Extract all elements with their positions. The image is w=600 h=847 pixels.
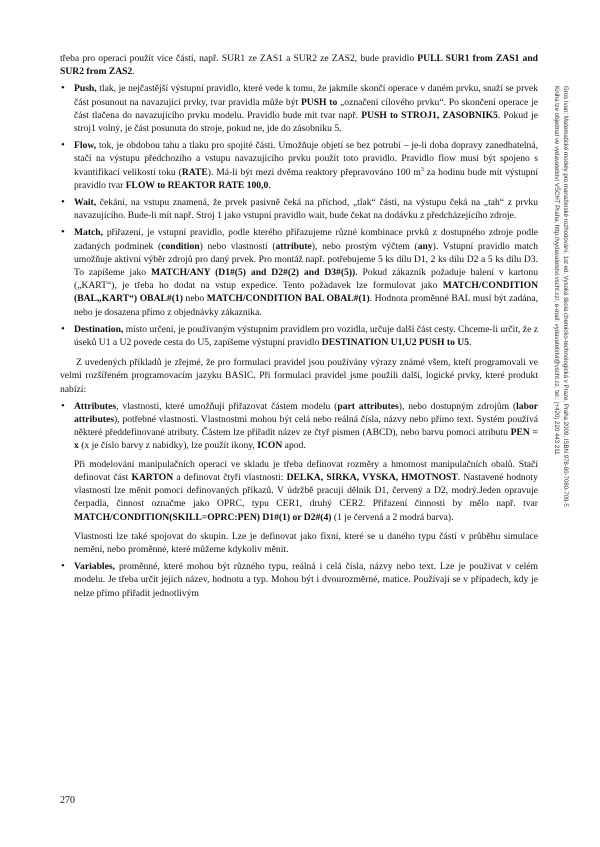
rule-bold: Match, — [74, 227, 104, 239]
rule-text: přiřazení, je vstupní pravidlo, podle kterého přiřazujeme různé kombinace prvků z dostupného zdroje podle zadaných podmínek ( — [74, 227, 538, 252]
logic-text: Při modelování manipulačních operací ve skladu je třeba definovat rozměry a hmotnost manipulačních obalů. Stačí definovat část — [74, 458, 538, 483]
logic-bold: labor attributes — [74, 400, 538, 426]
logic-bold: DELKA, SIRKA, VYSKA, HMOTNOST — [286, 471, 458, 483]
rule-bold: Flow, — [74, 140, 97, 152]
side-note — [548, 86, 574, 706]
rule-bold: condition — [161, 240, 200, 252]
rule-bold: RATE — [181, 166, 208, 178]
rule-text: . — [469, 337, 472, 349]
rule-text: 3 — [420, 166, 424, 173]
rule-text: ). Má-li být mezi dvěma reaktory přepravováno 100 m — [207, 166, 421, 178]
logic-item — [60, 400, 538, 524]
lead-paragraph — [60, 52, 538, 78]
logic-bold: MATCH/CONDITION(SKILL=OPRC:PEN) D1#(1) or D2#(4) — [74, 511, 332, 523]
rule-bold: MATCH/ANY (D1#(5) and D2#(2) and D3#(5)) — [150, 267, 356, 279]
rule-text: . — [268, 179, 271, 191]
logic-item-subparagraph — [74, 458, 538, 524]
rule-bold: Push, — [74, 83, 97, 95]
rule-text: ), nebo prostým výčtem ( — [311, 240, 418, 252]
rule-item — [60, 139, 538, 192]
rules-list — [60, 82, 538, 349]
rule-bold: PUSH to STROJ1, ZASOBNIK5 — [361, 109, 498, 121]
rule-bold: DESTINATION U1,U2 PUSH to U5 — [321, 337, 469, 349]
rule-text: ). Vstupní pravidlo match umožňuje aktivní výběr zdrojů pro daný prvek. Pro montáž např. potřebujeme 5 ks dílu D1, 2 ks dílu D2 a 5 ks dílu D3. To zapíšeme jako — [74, 240, 538, 279]
rule-text: místo určení, je používaným výstupním pravidlem pro vozidla, určuje další část cesty. Chceme-li určit, že z úseků U1 a U2 povede cesta do U5, zapíšeme výstupní pravidlo — [74, 323, 538, 349]
rule-text: za hodinu bude mít výstupní pravidlo tvar — [74, 166, 539, 191]
rule-text: . Hodnota proměnné BAL musí být zadána, nebo je dosazena přímo z objednávky zákazníka. — [74, 293, 538, 318]
rule-item — [60, 323, 538, 349]
page-number: 270 — [60, 795, 75, 806]
logic-bold: part attributes — [337, 400, 399, 412]
rule-bold: Wait, — [74, 197, 97, 209]
variables-item-text — [74, 560, 538, 600]
rule-item-text — [74, 139, 538, 192]
logic-text: apod. — [282, 440, 306, 452]
lead-text-end: . — [132, 66, 135, 78]
rule-text: čekání, na vstupu znamená, že prvek pasivně čeká na příchod, „tlak“ části, na výstupu čeká na „tah“ z prvku navazujícího. Bude-li mít např. Stroj 1 jako vstupní pravidlo wait, bude čekat na dodávku z předcházejícího zdroje. — [74, 197, 538, 222]
logic-text: (x je číslo barvy z nabídky), lze použít ikony, — [78, 440, 258, 452]
rule-text: . Pokud je stroj1 volný, je část posunuta do stroje, pokud ne, jde do zásobníku 5. — [74, 109, 538, 135]
lead-text: třeba pro operaci použít více částí, např. SUR1 ze ZAS1 a SUR2 ze ZAS2, bude pravidlo — [60, 53, 418, 64]
rule-text: . Pokud zákazník požaduje balení v kartonu („KART“), je třeba ho dodat na vstup expedice. Tento požadavek lze formulovat jako — [74, 267, 538, 292]
logic-bold: Attributes — [74, 400, 117, 412]
variables-text: proměnné, které mohou být různého typu, reálná i celá čísla, názvy nebo text. Lze je používat v celém modelu. Je třeba určit jejich název, hodnotu a typ. Mohou být i dvourozměrné, matice. Používají se v případech, kdy je nelze přímo přiřadit jednotlivým — [74, 561, 538, 599]
rule-item-text — [74, 323, 538, 349]
logic-bold: ICON — [257, 440, 283, 452]
rule-text: tok, je obdobou tahu a tlaku pro spojité části. Umožňuje objetí se bez potrubí – je-li doba dopravy zanedbatelná, stačí na výstupu předchozího a vstupu navazujícího prvku použít toto pravidlo. Pravidlo flow musí být spojeno s kvantifikací velikosti toku ( — [74, 140, 538, 178]
logic-text: a definovat čtyři vlastnosti: — [173, 471, 287, 483]
page-body — [60, 52, 538, 600]
logic-bold: PEN = x — [74, 427, 539, 452]
rule-bold: MATCH/CONDITION (BAL„KART“) OBAL#(1) — [74, 280, 538, 305]
rule-text: ) nebo vlastností ( — [199, 240, 276, 252]
variables-bold: Variables, — [74, 561, 115, 573]
rule-item — [60, 226, 538, 318]
logic-text: . Nastavené hodnoty vlastností lze měnit pomocí definovaných příkazů. V údržbě pracují dělník D1, červený a D2, modrý.Jeden opravuje čerpadla, činnost označme jako OPRC, typu CER1, druhý CER2. Přiřazení činnosti by mělo např. tvar — [74, 471, 538, 510]
logic-text: (1 je červená a 2 modrá barva). — [331, 511, 454, 523]
rule-item-text — [74, 82, 538, 135]
rule-item — [60, 82, 538, 135]
middle-paragraph: Z uvedených příkladů je zřejmé, že pro formulaci pravidel jsou používány výrazy známé všem, kteří programovali ve velmi rozšířeném programovacím jazyku BASIC. Při formulaci pravidel jsme použili další, logické prvky, které produkt nabízí: — [60, 357, 538, 395]
rule-text: tlak, je nejčastější výstupní pravidlo, které vede k tomu, že jakmile skončí operace v daném prvku, snaží se prvek část posunout na navazující prvky, tvar pravidla může být — [74, 83, 538, 108]
rule-bold: any — [417, 240, 433, 252]
rule-item-text — [74, 226, 538, 318]
logic-text: , vlastnosti, které umožňují přiřazovat částem modelu ( — [116, 400, 338, 412]
side-note-line-1: Gros Ivan: Matematické modely pro manažerské rozhodování, 1st ed. Vysoká škola chemicko-technologická v Praze, Praha 2009, ISBN 978-80-7080-709-5 — [562, 86, 569, 507]
rule-item — [60, 196, 538, 222]
rule-bold: Destination, — [74, 323, 124, 335]
logic-text: ), nebo dostupným zdrojům ( — [398, 400, 517, 412]
side-note-line-2: Kniha lze objednat ve vydavatelství VŠCHT Praha, http://vydavatelstvi.vscht.cz/, e-mail: vydavatelstvi@vscht.cz, tel.: (+420) 220 443 211 — [553, 86, 560, 455]
rule-text: nebo — [182, 293, 207, 305]
logic-bold: KARTON — [131, 471, 174, 483]
lead-bold: PULL SUR1 from ZAS1 and SUR2 from ZAS2 — [60, 53, 538, 78]
rule-bold: FLOW to REAKTOR RATE 100,0 — [125, 179, 269, 191]
rule-bold: PUSH to — [300, 96, 338, 108]
logic-text: ), potřebné vlastnosti. Vlastnostmi mohou být celá nebo reálná čísla, názvy nebo přímo text. Systém používá některé předdefinované atributy. Částem lze přiřadit název ze čtyř písmen (ABCD), nebo barvu pomocí atributu — [74, 414, 538, 439]
logic-items-list — [60, 400, 538, 524]
rule-bold: MATCH/CONDITION BAL OBAL#(1) — [206, 293, 370, 305]
rule-bold: attribute — [275, 240, 312, 252]
after-paragraph: Vlastnosti lze také spojovat do skupin. Lze je definovat jako fixní, které se u daného typu částí v průběhu simulace nemění, nebo proměnné, které můžeme kdykoliv měnit. — [74, 530, 538, 555]
rule-text: „označení cílového prvku“. Po skončení operace je část tlačena do navazujícího prvku modelu. Pravidlo bude mít tvar např. — [74, 96, 538, 121]
logic-item-text — [74, 400, 538, 453]
rule-item-text — [74, 196, 538, 222]
variables-item — [60, 560, 538, 600]
variables-list — [60, 560, 538, 600]
